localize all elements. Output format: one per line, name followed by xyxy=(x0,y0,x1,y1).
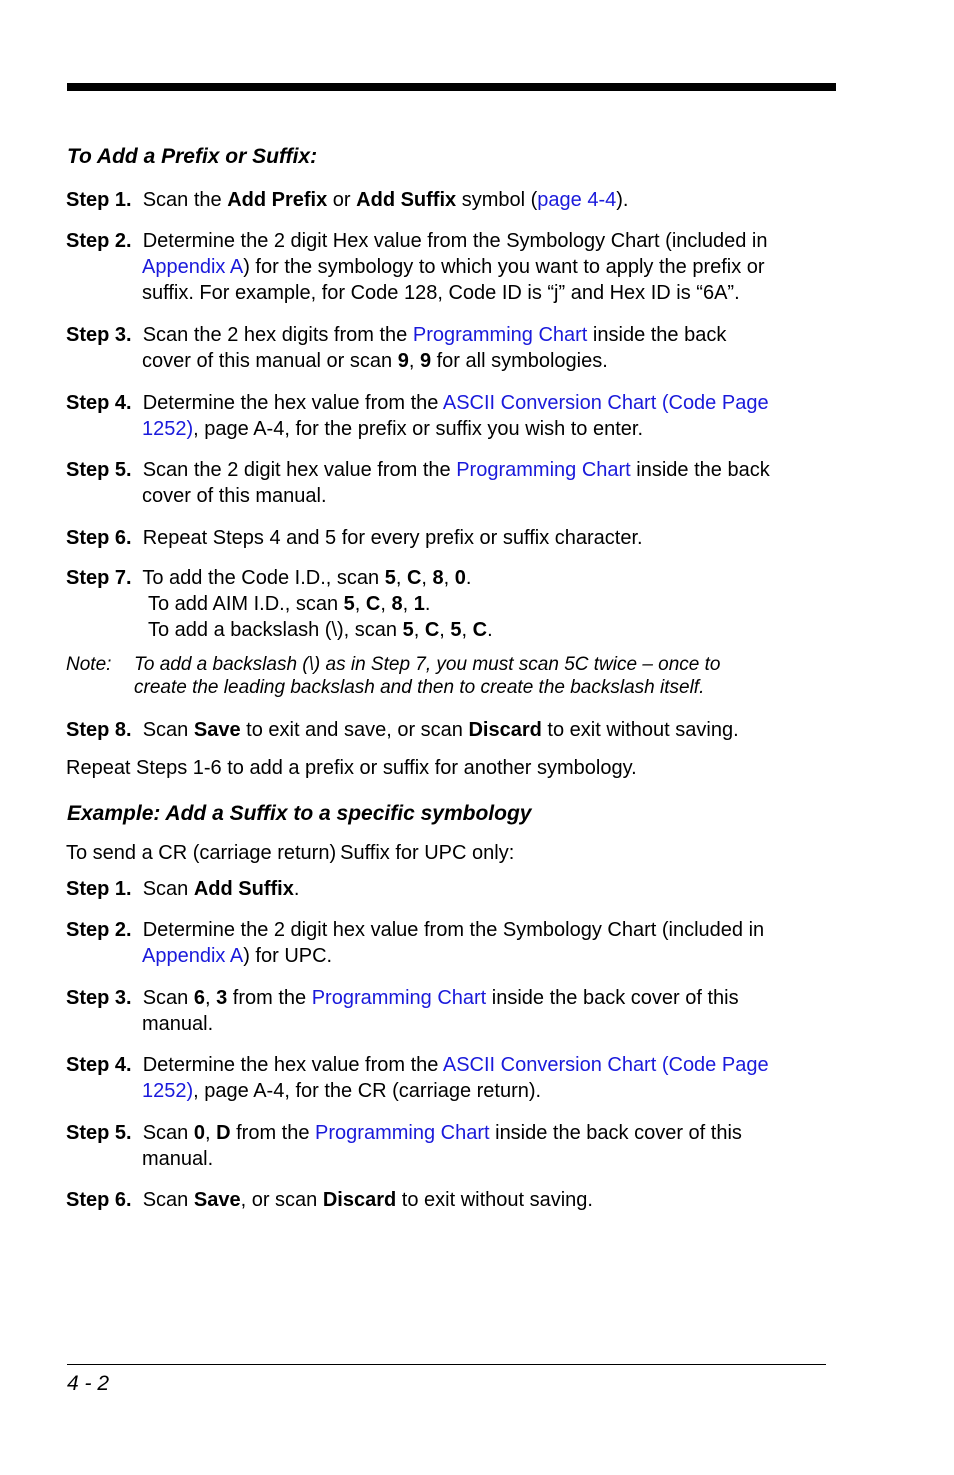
step-label: Step 3. xyxy=(66,324,132,346)
note xyxy=(66,653,721,699)
scan-value: 5 xyxy=(450,619,462,641)
step-item xyxy=(66,1187,836,1213)
step-label: Step 6. xyxy=(66,1189,132,1211)
ascii-chart-link[interactable]: 1252) xyxy=(142,1080,194,1102)
step-text: ) for the symbology to which you want to apply the prefix or xyxy=(243,256,765,278)
step-text: inside the back cover of this xyxy=(489,1122,742,1144)
bold-term: 6 xyxy=(193,987,205,1009)
step-label: Step 8. xyxy=(66,719,132,741)
bold-term: 0 xyxy=(193,1122,205,1144)
page-link[interactable]: page 4-4 xyxy=(537,189,617,211)
step-text: To add AIM I.D., scan xyxy=(148,593,344,615)
scan-value: 8 xyxy=(432,567,444,589)
step-text: manual. xyxy=(142,1013,214,1035)
step-item xyxy=(66,187,836,213)
note-text: To add a backslash (\) as in Step 7, you must scan 5C twice – once to xyxy=(134,654,721,675)
separator: . xyxy=(465,567,472,589)
step-text: suffix. For example, for Code 128, Code ID is “j” and Hex ID is “6A”. xyxy=(142,282,740,304)
step-label: Step 2. xyxy=(66,919,132,941)
programming-chart-link[interactable]: Programming Chart xyxy=(412,324,588,346)
step-label: Step 1. xyxy=(66,189,132,211)
separator: , xyxy=(413,619,425,641)
step-text: Scan xyxy=(142,878,194,900)
step-text: Determine the hex value from the xyxy=(142,1054,443,1076)
note-text: create the leading backslash and then to create the backslash itself. xyxy=(134,677,705,698)
bold-term: Save xyxy=(193,719,241,741)
page-number: 4 - 2 xyxy=(67,1372,110,1395)
bold-term: Add Prefix xyxy=(227,189,328,211)
step-label: Step 5. xyxy=(66,1122,132,1144)
section-heading: To Add a Prefix or Suffix: xyxy=(67,145,318,168)
step-text: , xyxy=(204,987,217,1009)
step-text: To add a backslash (\), scan xyxy=(148,619,403,641)
step-text: ). xyxy=(616,189,629,211)
bold-term: Add Suffix xyxy=(193,878,294,900)
step-text: Scan the 2 digit hex value from the xyxy=(142,459,457,481)
programming-chart-link[interactable]: Programming Chart xyxy=(315,1122,490,1144)
step-text: Scan xyxy=(142,1122,194,1144)
step-item xyxy=(66,985,836,1037)
step-label: Step 7. xyxy=(66,567,132,589)
step-text: inside the back xyxy=(630,459,770,481)
scan-value: 5 xyxy=(402,619,414,641)
step-text: to exit without saving. xyxy=(541,719,739,741)
step-label: Step 4. xyxy=(66,1054,132,1076)
step-text: to exit without saving. xyxy=(396,1189,593,1211)
step-text: Determine the 2 digit Hex value from the Symbology Chart (included in xyxy=(142,230,768,252)
step-text: , xyxy=(204,1122,217,1144)
step-item xyxy=(66,322,836,374)
step-text: Determine the hex value from the xyxy=(142,392,443,414)
step-text: Scan xyxy=(142,719,194,741)
step-item xyxy=(66,525,836,551)
step-text: , page A-4, for the prefix or suffix you wish to enter. xyxy=(193,418,644,440)
step-item xyxy=(66,1052,836,1104)
bold-term: 3 xyxy=(216,987,228,1009)
ascii-chart-link[interactable]: ASCII Conversion Chart (Code Page xyxy=(442,1054,769,1076)
note-label: Note: xyxy=(66,654,112,675)
scan-value: C xyxy=(365,593,381,615)
separator: , xyxy=(461,619,473,641)
intro-paragraph: To send a CR (carriage return) Suffix for UPC only: xyxy=(66,842,515,864)
step-text: Determine the 2 digit hex value from the Symbology Chart (included in xyxy=(142,919,765,941)
step-text: . xyxy=(293,878,300,900)
separator: , xyxy=(443,567,455,589)
step-text: To add the Code I.D., scan xyxy=(142,567,385,589)
step-item xyxy=(66,228,836,306)
step-text: Scan the 2 hex digits from the xyxy=(142,324,413,346)
step-text: , or scan xyxy=(240,1189,323,1211)
bold-term: D xyxy=(216,1122,231,1144)
appendix-link[interactable]: Appendix A xyxy=(142,945,244,967)
step-text: Repeat Steps 4 and 5 for every prefix or suffix character. xyxy=(142,527,643,549)
programming-chart-link[interactable]: Programming Chart xyxy=(311,987,487,1009)
scan-value: 5 xyxy=(343,593,355,615)
ascii-chart-link[interactable]: 1252) xyxy=(142,418,194,440)
scan-value: C xyxy=(424,619,440,641)
step-text: Scan the xyxy=(142,189,228,211)
step-label: Step 6. xyxy=(66,527,132,549)
bold-term: 9 xyxy=(397,350,409,372)
separator: , xyxy=(354,593,366,615)
step-item xyxy=(66,876,836,902)
step-text: from the xyxy=(227,987,312,1009)
footer-rule xyxy=(67,1364,826,1365)
separator: , xyxy=(402,593,414,615)
step-label: Step 5. xyxy=(66,459,132,481)
separator: , xyxy=(395,567,407,589)
step-label: Step 1. xyxy=(66,878,132,900)
appendix-link[interactable]: Appendix A xyxy=(142,256,244,278)
scan-value: 5 xyxy=(384,567,396,589)
separator: . xyxy=(424,593,431,615)
separator: , xyxy=(380,593,392,615)
scan-value: 1 xyxy=(413,593,425,615)
example-heading: Example: Add a Suffix to a specific symbology xyxy=(67,802,532,825)
step-text: symbol ( xyxy=(456,189,538,211)
step-text: or xyxy=(327,189,357,211)
step-item xyxy=(66,390,836,442)
step-label: Step 4. xyxy=(66,392,132,414)
bold-term: Discard xyxy=(468,719,542,741)
step-text: manual. xyxy=(142,1148,214,1170)
step-item xyxy=(66,1120,836,1172)
scan-value: 0 xyxy=(454,567,466,589)
step-text: , xyxy=(408,350,420,372)
step-label: Step 2. xyxy=(66,230,132,252)
step-item xyxy=(66,457,836,509)
step-text: cover of this manual. xyxy=(142,485,327,507)
separator: , xyxy=(439,619,451,641)
scan-value: C xyxy=(472,619,488,641)
header-rule xyxy=(67,83,836,91)
step-text: Scan xyxy=(142,1189,194,1211)
repeat-paragraph: Repeat Steps 1-6 to add a prefix or suffix for another symbology. xyxy=(66,757,637,779)
programming-chart-link[interactable]: Programming Chart xyxy=(456,459,631,481)
separator: . xyxy=(487,619,493,641)
bold-term: Discard xyxy=(322,1189,397,1211)
bold-term: 9 xyxy=(419,350,432,372)
separator: , xyxy=(421,567,433,589)
step-item xyxy=(66,917,836,969)
step-text: inside the back cover of this xyxy=(486,987,739,1009)
step-label: Step 3. xyxy=(66,987,132,1009)
step-text: , page A-4, for the CR (carriage return). xyxy=(193,1080,542,1102)
step-text: for all symbologies. xyxy=(431,350,608,372)
bold-term: Add Suffix xyxy=(356,189,457,211)
step-item xyxy=(66,565,836,643)
scan-value: C xyxy=(406,567,422,589)
step-text: inside the back xyxy=(587,324,727,346)
scan-value: 8 xyxy=(391,593,403,615)
step-text: ) for UPC. xyxy=(243,945,333,967)
step-text: from the xyxy=(230,1122,316,1144)
step-item xyxy=(66,717,836,743)
step-text: Scan xyxy=(142,987,194,1009)
step-text: cover of this manual or scan xyxy=(142,350,398,372)
ascii-chart-link[interactable]: ASCII Conversion Chart (Code Page xyxy=(442,392,769,414)
step-text: to exit and save, or scan xyxy=(240,719,469,741)
bold-term: Save xyxy=(193,1189,241,1211)
